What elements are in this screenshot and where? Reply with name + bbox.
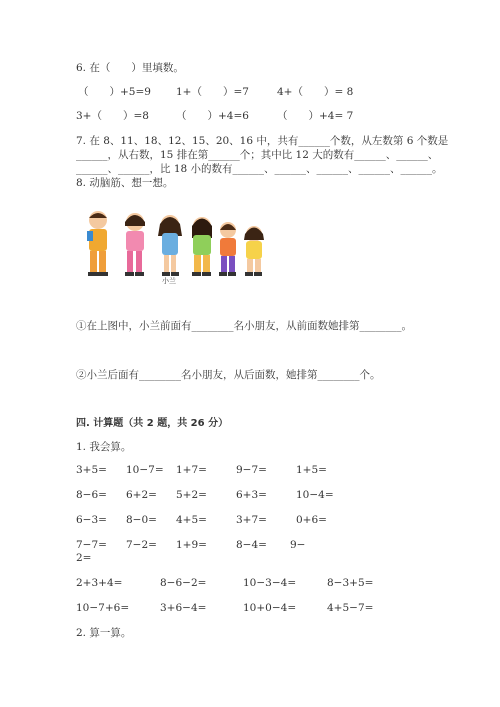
children-illustration [78,208,278,288]
calc-item: 7−2= [126,539,157,551]
calc-item: 3+7= [236,514,267,526]
calc-item: 9−7= [236,464,267,476]
q6-eq: （ ）+4=6 [176,110,249,122]
child-figure [219,222,236,276]
calc-item: 8−0= [126,514,157,526]
calc-item: 8−6= [76,489,107,501]
q8-sub1: ①在上图中，小兰前面有________名小朋友，从前面数她排第________。 [76,320,412,332]
q1-title: 1. 我会算。 [76,441,132,453]
q6-eq: （ ）+5=9 [78,86,151,98]
child-figure [192,217,212,276]
calc-item: 3+6−4= [160,602,207,614]
child-figure [244,226,264,276]
q6-title: 6. 在（ ）里填数。 [76,62,184,74]
calc-item: 4+5= [176,514,207,526]
calc-item: 9− [290,539,306,551]
image-caption: 小兰 [162,277,176,285]
q2-title: 2. 算一算。 [76,627,132,639]
calc-item: 10−7+6= [76,602,130,614]
q6-eq: 4+（ ）= 8 [277,86,354,98]
child-figure [87,211,108,276]
calc-item: 1+9= [176,539,207,551]
q8-sub2: ②小兰后面有________名小朋友，从后面数，她排第________个。 [76,369,381,381]
calc-item: 0+6= [296,514,327,526]
q8-title: 8. 动脑筋、想一想。 [76,177,174,189]
calc-item: 10+0−4= [243,602,297,614]
calc-item: 10−7= [126,464,164,476]
calc-item: 1+5= [296,464,327,476]
calc-item: 1+7= [176,464,207,476]
calc-item: 10−4= [296,489,334,501]
q6-eq: （ ）+4= 7 [277,110,354,122]
calc-item: 8−4= [236,539,267,551]
calc-item: 2+3+4= [76,577,123,589]
calc-item: 3+5= [76,464,107,476]
calc-item: 4+5−7= [327,602,374,614]
q6-eq: 3+（ ）=8 [76,110,149,122]
q7-line: ______，从右数，15 排在第______个；其中比 12 大的数有______、______、 [76,149,439,161]
calc-item: 10−3−4= [243,577,297,589]
calc-item: 6−3= [76,514,107,526]
calc-item: 7−7= [76,539,107,551]
child-figure [125,213,145,276]
calc-item: 6+2= [126,489,157,501]
calc-item: 8−6−2= [160,577,207,589]
q6-eq: 1+（ ）=7 [176,86,249,98]
q7-line: ______、______，比 18 小的数有______、______、______、______、______。 [76,163,443,175]
q7-line: 7. 在 8、11、18、12、15、20、16 中，共有______个数，从左数第 6 个数是 [76,135,449,147]
section-heading: 四. 计算题（共 2 题，共 26 分） [76,418,229,429]
calc-item: 6+3= [236,489,267,501]
calc-item: 8−3+5= [327,577,374,589]
child-figure-xiaolan [158,215,182,276]
calc-item-wrap: 2= [76,552,92,564]
calc-item: 5+2= [176,489,207,501]
